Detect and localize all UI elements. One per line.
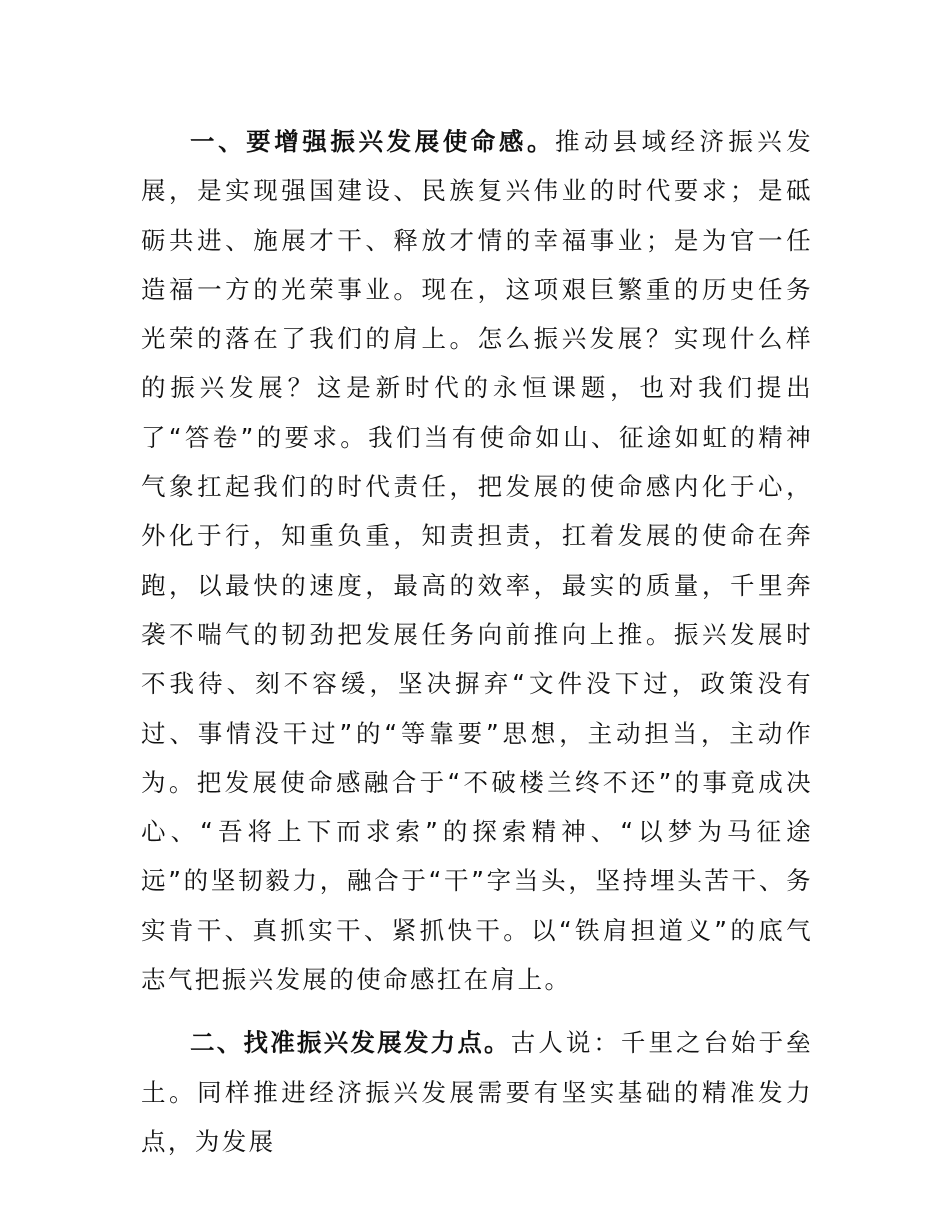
- paragraph-focus-point: [141, 1018, 813, 1166]
- paragraph-body: 古人说：千里之台始于垒土。同样推进经济振兴发展需要有坚实基础的精准发力点，为发展: [141, 1028, 813, 1156]
- document-page: [141, 117, 813, 1166]
- paragraph-body: 推动县域经济振兴发展，是实现强国建设、民族复兴伟业的时代要求；是砥砺共进、施展才干、释放才情的幸福事业；是为官一任造福一方的光荣事业。现在，这项艰巨繁重的历史任务光荣的落在了我们的肩上。怎么振兴发展？实现什么样的振兴发展？这是新时代的永恒课题，也对我们提出了“答卷”的要求。我们当有使命如山、征途如虹的精神气象扛起我们的时代责任，把发展的使命感内化于心，外化于行，知重负重，知责担责，扛着发展的使命在奔跑，以最快的速度，最高的效率，最实的质量，千里奔袭不喘气的韧劲把发展任务向前推向上推。振兴发展时不我待、刻不容缓，坚决摒弃“文件没下过，政策没有过、事情没干过”的“等靠要”思想，主动担当，主动作为。把发展使命感融合于“不破楼兰终不还”的事竟成决心、“吾将上下而求索”的探索精神、“以梦为马征途远”的坚韧毅力，融合于“干”字当头，坚持埋头苦干、务实肯干、真抓实干、紧抓快干。以“铁肩担道义”的底气志气把振兴发展的使命感扛在肩上。: [141, 127, 813, 995]
- paragraph-heading: 一、要增强振兴发展使命感。: [190, 127, 556, 156]
- paragraph-heading: 二、找准振兴发展发力点。: [190, 1028, 511, 1058]
- paragraph-mission: [141, 117, 813, 1004]
